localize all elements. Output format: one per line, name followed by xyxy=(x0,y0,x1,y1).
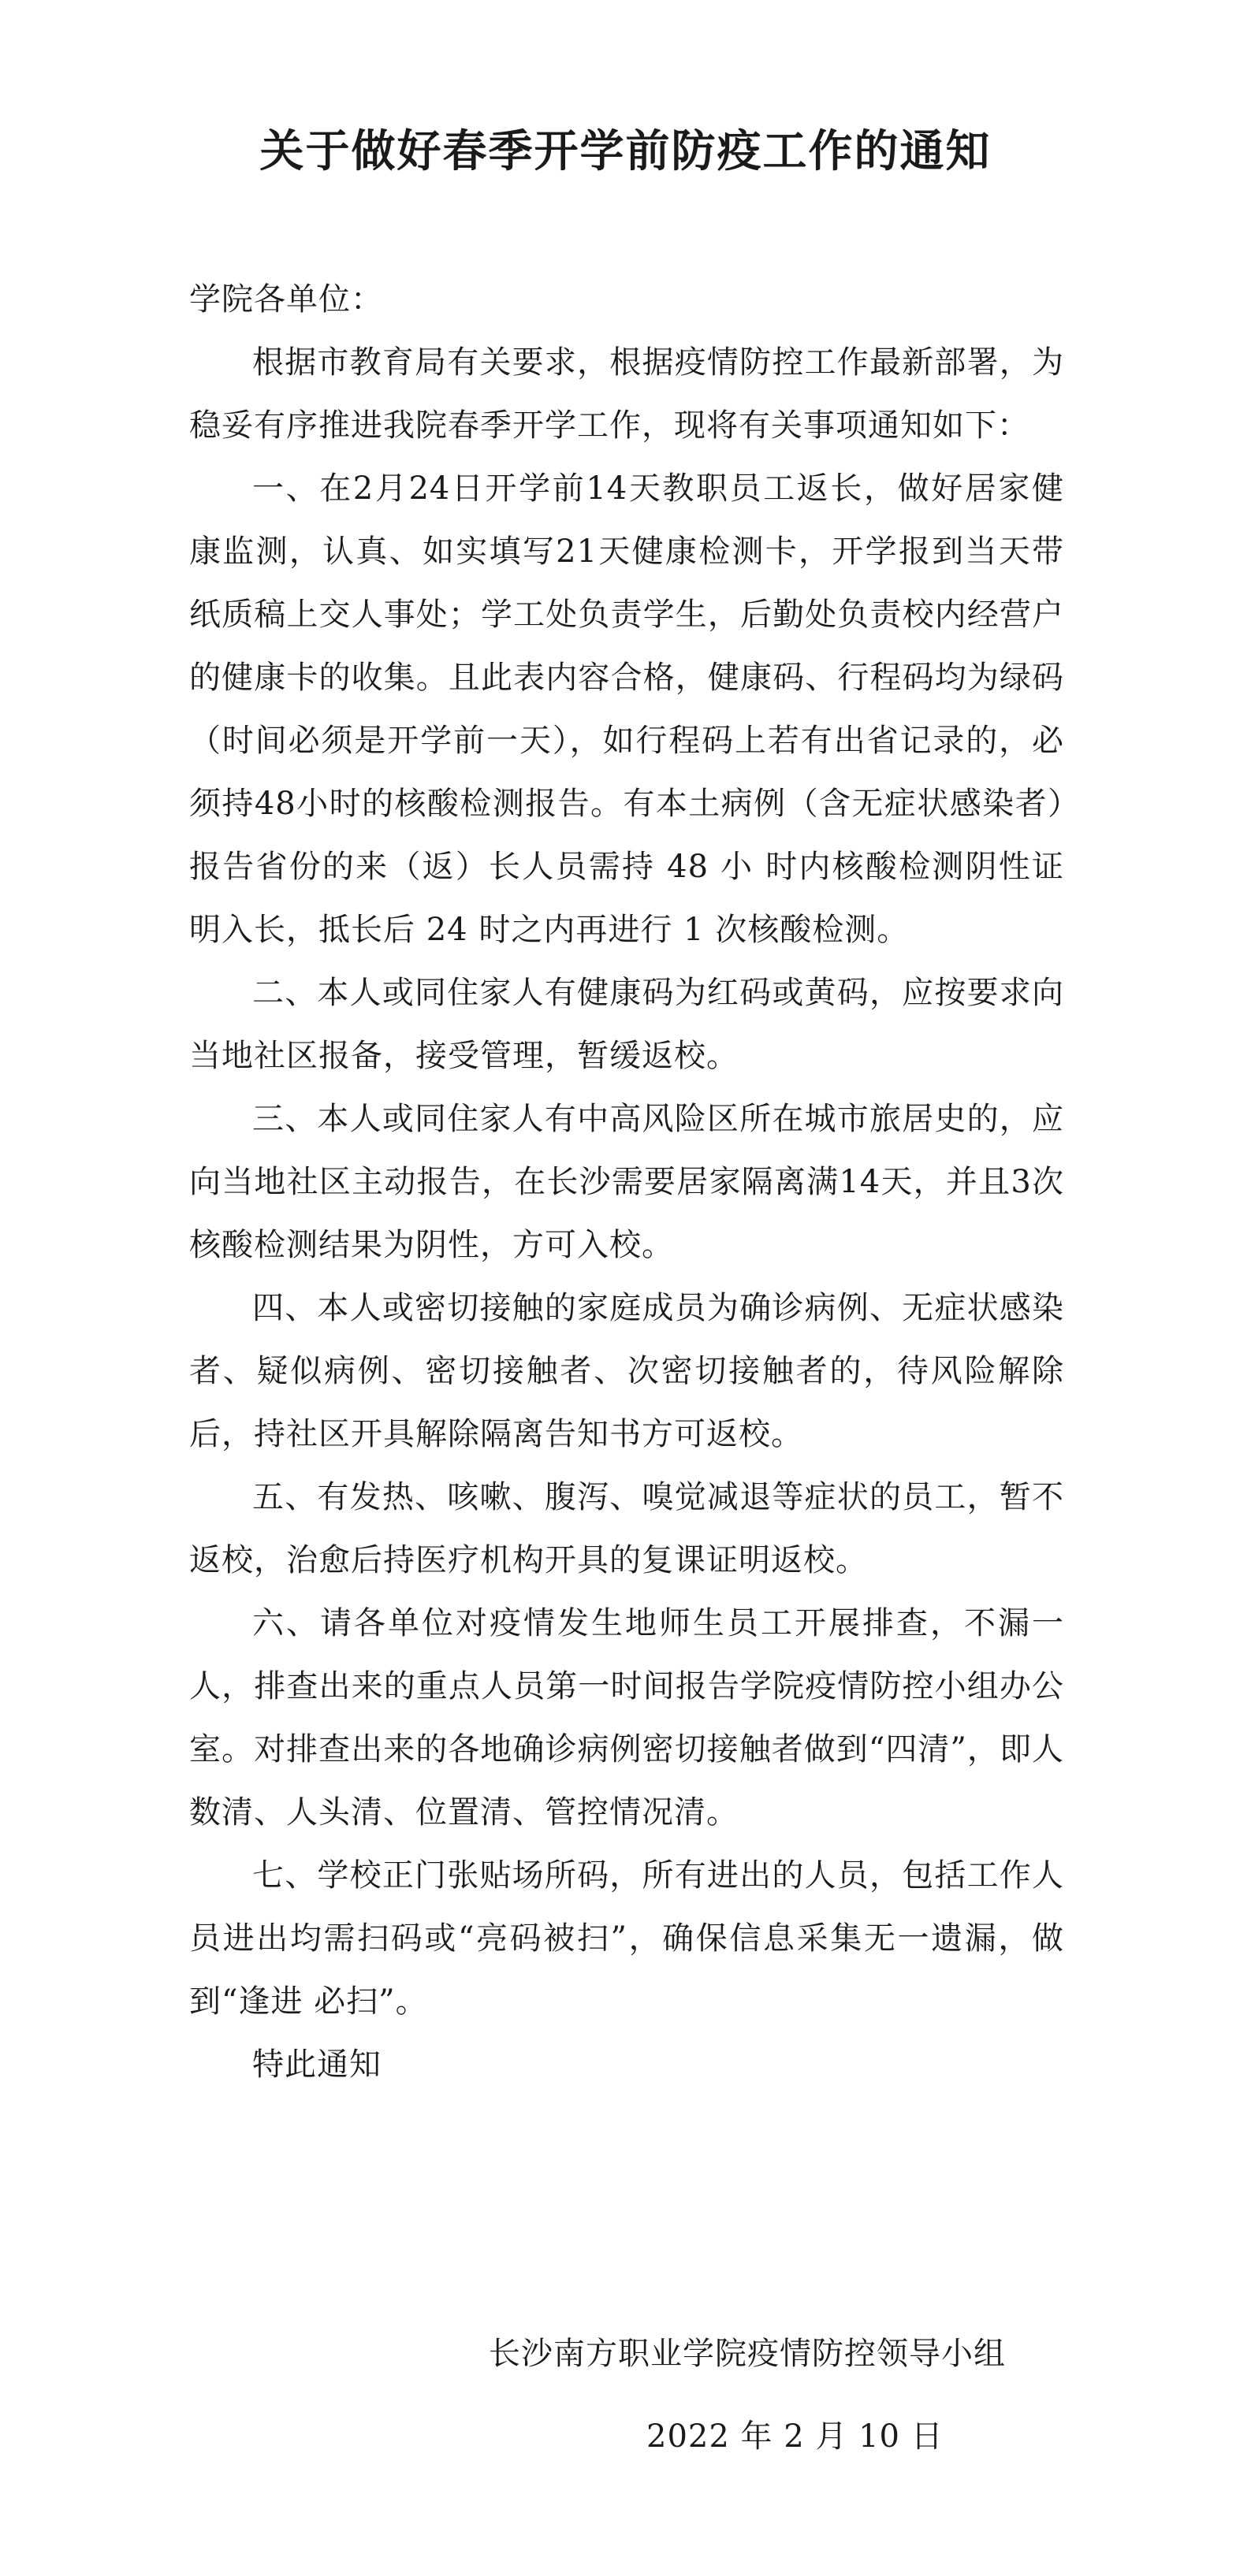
signature: 长沙南方职业学院疫情防控领导小组 xyxy=(489,2336,1006,2372)
document-title: 关于做好春季开学前防疫工作的通知 xyxy=(259,126,992,177)
paragraph-item-5: 五、有发热、咳嗽、腹泻、嗅觉减退等症状的员工，暂不返校，治愈后持医疗机构开具的复课证明返校。 xyxy=(189,1479,1064,1578)
closing-remark: 特此通知 xyxy=(252,2046,382,2083)
document-body xyxy=(189,268,1064,2096)
paragraph-item-6: 六、请各单位对疫情发生地师生员工开展排查，不漏一人，排查出来的重点人员第一时间报告学院疫情防控小组办公室。对排查出来的各地确诊病例密切接触者做到“四清”，即人数清、人头清、位置清、管控情况清。 xyxy=(189,1605,1064,1831)
paragraph-intro: 根据市教育局有关要求，根据疫情防控工作最新部署，为稳妥有序推进我院春季开学工作，现将有关事项通知如下： xyxy=(189,344,1064,444)
paragraph-item-7: 七、学校正门张贴场所码，所有进出的人员，包括工作人员进出均需扫码或“亮码被扫”，确保信息采集无一遗漏，做到“逢进 必扫”。 xyxy=(189,1857,1064,2020)
issue-date: 2022 年 2 月 10 日 xyxy=(646,2418,944,2455)
paragraph-item-3: 三、本人或同住家人有中高风险区所在城市旅居史的，应向当地社区主动报告，在长沙需要居家隔离满14天，并且3次核酸检测结果为阴性，方可入校。 xyxy=(189,1101,1064,1263)
paragraph-item-1: 一、在2月24日开学前14天教职员工返长，做好居家健康监测，认真、如实填写21天健康检测卡，开学报到当天带纸质稿上交人事处；学工处负责学生，后勤处负责校内经营户的健康卡的收集。且此表内容合格，健康码、行程码均为绿码（时间必须是开学前一天），如行程码上若有出省记录的，必须持48小时的核酸检测报告。有本土病例（含无症状感染者）报告省份的来（返）长人员需持 48 小 时内核酸检测阴性证明入长，抵长后 24 时之内再进行 1 次核酸检测。 xyxy=(189,470,1064,948)
paragraph-item-2: 二、本人或同住家人有健康码为红码或黄码，应按要求向当地社区报备，接受管理，暂缓返校。 xyxy=(189,975,1064,1074)
paragraph-item-4: 四、本人或密切接触的家庭成员为确诊病例、无症状感染者、疑似病例、密切接触者、次密切接触者的，待风险解除后，持社区开具解除隔离告知书方可返校。 xyxy=(189,1290,1064,1452)
salutation: 学院各单位： xyxy=(189,281,383,318)
